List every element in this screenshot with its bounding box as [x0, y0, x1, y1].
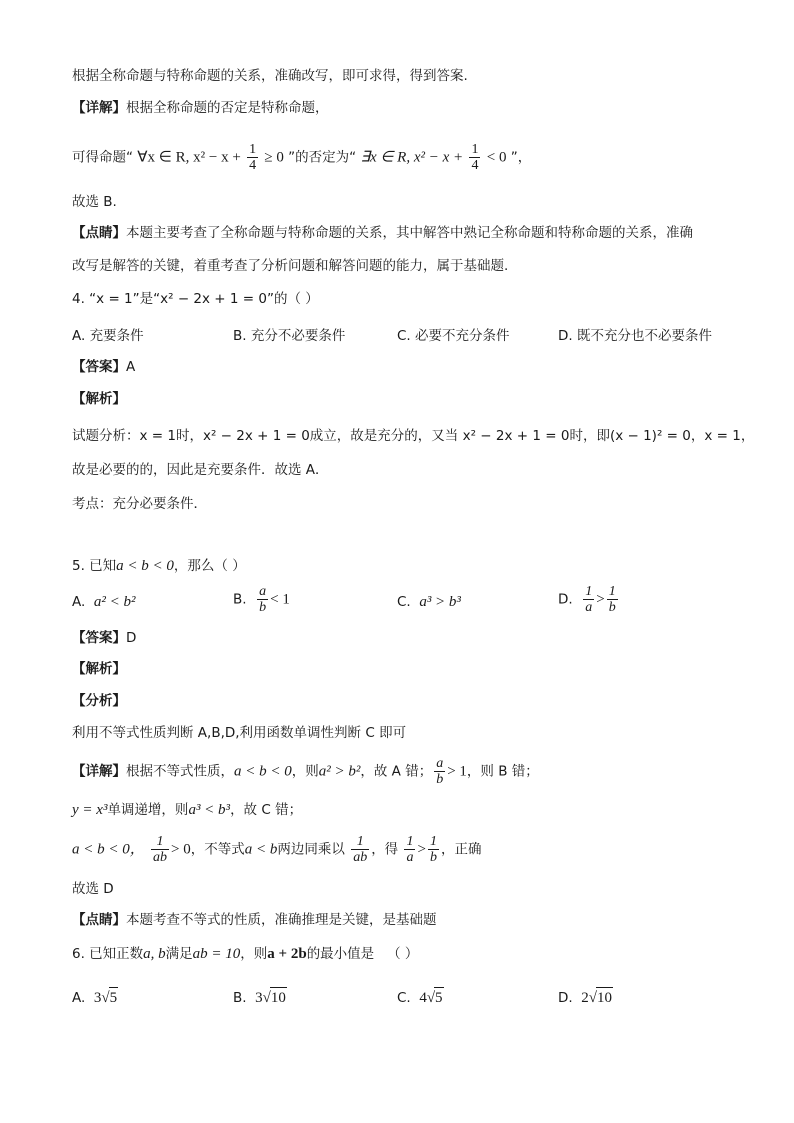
- fraction-numerator: a: [259, 584, 267, 599]
- analysis-tag: 【解析】: [72, 391, 126, 407]
- formula-line: [72, 142, 531, 173]
- math: a³ < b³: [188, 802, 231, 818]
- math: a + 2b: [267, 946, 307, 962]
- fraction-numerator: 1: [471, 142, 479, 157]
- math: a³ > b³: [419, 594, 461, 610]
- math: a < b: [244, 841, 278, 858]
- fraction: [404, 834, 415, 865]
- text-line: 故选 D: [72, 881, 114, 897]
- text-line: 根据全称命题与特称命题的关系，准确改写，即可求得，得到答案.: [72, 68, 468, 84]
- text: 的最小值是: [306, 946, 375, 962]
- text: ，故 C 错；: [230, 802, 303, 818]
- option-b: B. 充分不必要条件: [233, 328, 346, 344]
- fraction: [607, 584, 618, 615]
- option-letter: A.: [72, 594, 86, 610]
- option-b: [233, 987, 287, 1008]
- option-a: [72, 592, 136, 612]
- fraction-numerator: 1: [585, 584, 593, 599]
- option-c: [397, 987, 444, 1008]
- fraction-numerator: a: [436, 756, 444, 771]
- math: a < b < 0，: [72, 841, 145, 858]
- math: >: [596, 591, 605, 608]
- analysis-tag: 【解析】: [72, 661, 126, 677]
- remark-tag: 【点睛】: [72, 912, 126, 928]
- text-line: 故是必要的的，因此是充要条件．故选 A．: [72, 462, 329, 478]
- math: a < b < 0: [234, 763, 292, 780]
- fraction-numerator: 1: [249, 142, 257, 157]
- answer-value: A: [126, 359, 136, 375]
- sqrt-icon: √: [262, 990, 271, 1006]
- fraction-denominator: b: [259, 600, 267, 615]
- math: < 0: [486, 149, 507, 166]
- remark-line: [72, 910, 437, 930]
- fraction-denominator: a: [406, 850, 414, 865]
- fraction-denominator: ab: [153, 850, 168, 865]
- text: 本题主要考查了全称命题与特称命题的关系，其中解答中熟记全称命题和特称命题的关系，准确: [126, 225, 693, 241]
- coefficient: 3: [93, 990, 102, 1006]
- option-d: [558, 584, 620, 615]
- answer-tag: 【答案】: [72, 359, 126, 375]
- text-line: 试题分析：x = 1时，x² − 2x + 1 = 0成立，故是充分的，又当 x² − 2x + 1 = 0时，即(x − 1)² = 0，x = 1，: [72, 428, 755, 444]
- text-line: [72, 834, 481, 865]
- answer-value: D: [126, 630, 137, 646]
- math: > 0: [171, 841, 191, 858]
- fraction-numerator: 1: [151, 834, 169, 850]
- option-d: D. 既不充分也不必要条件: [558, 328, 712, 344]
- math: a, b: [143, 946, 166, 962]
- text: ，则: [291, 763, 319, 780]
- radicand: 5: [434, 987, 444, 1008]
- text-line: 改写是解答的关键，着重考查了分析问题和解答问题的能力，属于基础题.: [72, 258, 509, 274]
- text-line: 利用不等式性质判断 A,B,D,利用函数单调性判断 C 即可: [72, 725, 407, 741]
- option-letter: B.: [233, 591, 247, 608]
- text: ，那么（ ）: [173, 558, 246, 574]
- answer-line: [72, 357, 135, 377]
- fraction: [469, 142, 480, 173]
- fraction: [247, 142, 258, 173]
- coefficient: 4: [419, 990, 427, 1006]
- fraction-denominator: b: [608, 600, 616, 615]
- text: ，正确: [440, 841, 482, 858]
- fraction-numerator: 1: [608, 584, 616, 599]
- option-letter: B.: [233, 990, 247, 1006]
- text: 根据全称命题的否定是特称命题，: [126, 100, 329, 116]
- fraction-denominator: 4: [471, 158, 479, 173]
- math: ≥ 0: [264, 149, 284, 166]
- question-6: [72, 944, 418, 964]
- fraction-numerator: 1: [429, 834, 437, 849]
- radicand: 10: [596, 987, 613, 1008]
- text: 6. 已知正数: [72, 946, 144, 962]
- text: ，得: [371, 841, 399, 858]
- option-letter: C.: [397, 594, 411, 610]
- fraction-denominator: 4: [249, 158, 257, 173]
- remark-tag: 【点睛】: [72, 225, 126, 241]
- option-d: [558, 987, 613, 1008]
- fraction-denominator: b: [436, 772, 444, 787]
- detail-tag: 【详解】: [72, 100, 126, 116]
- option-letter: C.: [397, 990, 411, 1006]
- option-letter: A.: [72, 990, 86, 1006]
- question-4: 4. “x = 1”是“x² − 2x + 1 = 0”的（ ）: [72, 291, 319, 307]
- detail-line: [72, 756, 539, 787]
- fraction-denominator: b: [429, 850, 437, 865]
- fraction: [257, 584, 268, 615]
- fraction: [583, 584, 594, 615]
- sqrt-icon: √: [101, 990, 110, 1006]
- fraction-numerator: 1: [351, 834, 369, 850]
- math: a² < b²: [93, 594, 136, 610]
- text: ，则 B 错；: [466, 763, 539, 780]
- math: a² > b²: [318, 763, 361, 780]
- text: 本题考查不等式的性质，准确推理是关键，是基础题: [126, 912, 437, 928]
- fraction: [351, 834, 369, 865]
- fraction: [151, 834, 169, 865]
- text: ，不等式: [190, 841, 245, 858]
- radicand: 10: [270, 987, 287, 1008]
- option-c: [397, 592, 461, 612]
- text: 可得命题“: [72, 149, 133, 166]
- option-c: C. 必要不充分条件: [397, 328, 510, 344]
- text-line: 故选 B.: [72, 194, 117, 210]
- math: ab = 10: [192, 946, 241, 962]
- text: 满足: [165, 946, 193, 962]
- detail-tag: 【详解】: [72, 763, 126, 780]
- math: y = x³: [72, 802, 108, 818]
- math: ∀x ∈ R, x² − x +: [137, 149, 241, 166]
- text: 根据不等式性质，: [126, 763, 234, 780]
- fraction-denominator: a: [585, 600, 593, 615]
- option-letter: D.: [558, 990, 573, 1006]
- text: 两边同乘以: [277, 841, 345, 858]
- math: > 1: [447, 763, 467, 780]
- sqrt-icon: √: [426, 990, 436, 1006]
- text: ”的否定为“: [288, 149, 357, 166]
- option-letter: D.: [558, 591, 573, 608]
- option-a: A. 充要条件: [72, 328, 144, 344]
- option-b: [233, 584, 290, 615]
- text: 5. 已知: [72, 558, 117, 574]
- math: ∃x ∈ R, x² − x +: [360, 149, 464, 166]
- text: ，故 A 错；: [360, 763, 433, 780]
- remark-line: [72, 223, 693, 243]
- math: < 1: [270, 591, 290, 608]
- math: a < b < 0: [116, 558, 174, 574]
- answer-tag: 【答案】: [72, 630, 126, 646]
- question-5: [72, 556, 246, 576]
- answer-paren: （ ）: [387, 946, 419, 962]
- text: 单调递增，则: [107, 802, 189, 818]
- coefficient: 3: [255, 990, 263, 1006]
- text-line: [72, 800, 302, 820]
- analysis-sub-tag: 【分析】: [72, 693, 126, 709]
- math: >: [417, 841, 426, 858]
- text: ”，: [510, 149, 532, 166]
- sqrt-icon: √: [588, 990, 598, 1006]
- option-a: [72, 987, 118, 1008]
- text: ，则: [240, 946, 268, 962]
- answer-line: [72, 628, 136, 648]
- detail-line: [72, 98, 329, 118]
- fraction-numerator: 1: [406, 834, 414, 849]
- fraction: [434, 756, 445, 787]
- radicand: 5: [109, 987, 119, 1008]
- fraction-denominator: ab: [353, 850, 368, 865]
- fraction: [428, 834, 439, 865]
- coefficient: 2: [581, 990, 589, 1006]
- text-line: 考点：充分必要条件．: [72, 496, 207, 512]
